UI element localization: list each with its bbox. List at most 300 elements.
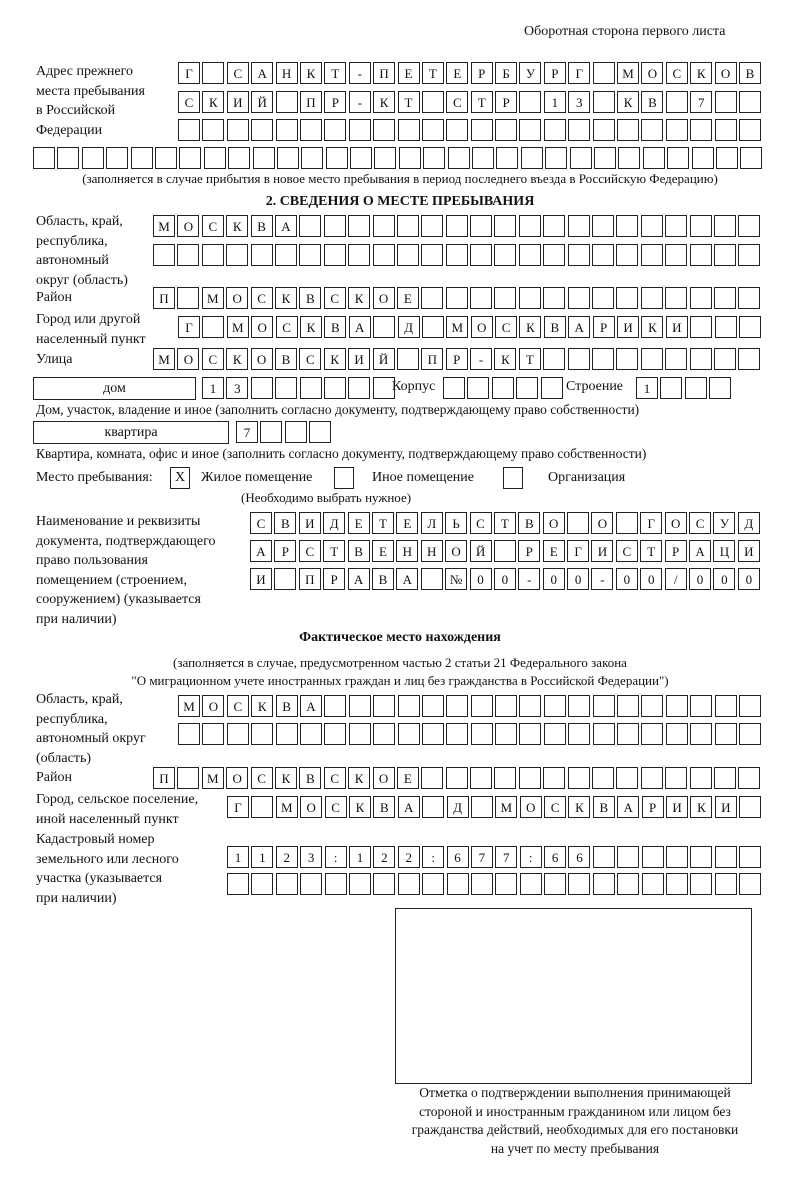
char-cell[interactable] bbox=[446, 215, 468, 237]
char-cell[interactable]: № bbox=[445, 568, 467, 590]
char-cell[interactable] bbox=[690, 695, 712, 717]
char-cell[interactable] bbox=[446, 695, 468, 717]
char-cell[interactable] bbox=[82, 147, 104, 169]
char-cell[interactable]: 6 bbox=[568, 846, 590, 868]
char-cell[interactable] bbox=[617, 873, 639, 895]
char-cell[interactable]: А bbox=[617, 796, 639, 818]
char-cell[interactable] bbox=[616, 512, 638, 534]
region-row-2[interactable] bbox=[153, 244, 763, 266]
char-cell[interactable]: С bbox=[251, 767, 273, 789]
char-cell[interactable]: К bbox=[349, 796, 371, 818]
char-cell[interactable] bbox=[202, 119, 224, 141]
char-cell[interactable] bbox=[467, 377, 489, 399]
char-cell[interactable] bbox=[131, 147, 153, 169]
char-cell[interactable] bbox=[348, 244, 370, 266]
char-cell[interactable]: В bbox=[373, 796, 395, 818]
char-cell[interactable] bbox=[690, 873, 712, 895]
char-cell[interactable]: В bbox=[274, 512, 296, 534]
char-cell[interactable] bbox=[641, 215, 663, 237]
char-cell[interactable]: Р bbox=[665, 540, 687, 562]
char-cell[interactable]: Р bbox=[323, 568, 345, 590]
char-cell[interactable] bbox=[641, 723, 663, 745]
char-cell[interactable] bbox=[422, 119, 444, 141]
char-cell[interactable]: Е bbox=[543, 540, 565, 562]
char-cell[interactable]: 0 bbox=[689, 568, 711, 590]
char-cell[interactable] bbox=[738, 215, 760, 237]
region-row-1[interactable] bbox=[153, 215, 763, 237]
char-cell[interactable]: В bbox=[372, 568, 394, 590]
char-cell[interactable] bbox=[666, 695, 688, 717]
char-cell[interactable]: С bbox=[251, 287, 273, 309]
char-cell[interactable]: Г bbox=[640, 512, 662, 534]
char-cell[interactable] bbox=[494, 540, 516, 562]
char-cell[interactable] bbox=[642, 846, 664, 868]
char-cell[interactable]: 3 bbox=[300, 846, 322, 868]
char-cell[interactable] bbox=[373, 873, 395, 895]
char-cell[interactable]: 0 bbox=[567, 568, 589, 590]
char-cell[interactable]: О bbox=[715, 62, 737, 84]
char-cell[interactable] bbox=[666, 873, 688, 895]
char-cell[interactable] bbox=[422, 695, 444, 717]
char-cell[interactable] bbox=[593, 62, 615, 84]
char-cell[interactable]: О bbox=[641, 62, 663, 84]
char-cell[interactable] bbox=[496, 147, 518, 169]
char-cell[interactable]: С bbox=[227, 62, 249, 84]
char-cell[interactable] bbox=[446, 119, 468, 141]
char-cell[interactable] bbox=[616, 244, 638, 266]
char-cell[interactable] bbox=[494, 244, 516, 266]
char-cell[interactable]: К bbox=[519, 316, 541, 338]
char-cell[interactable]: О bbox=[177, 348, 199, 370]
char-cell[interactable] bbox=[568, 287, 590, 309]
char-cell[interactable] bbox=[472, 147, 494, 169]
char-cell[interactable]: Р bbox=[471, 62, 493, 84]
char-cell[interactable]: 3 bbox=[568, 91, 590, 113]
char-cell[interactable] bbox=[300, 723, 322, 745]
char-cell[interactable] bbox=[446, 723, 468, 745]
char-cell[interactable]: - bbox=[349, 62, 371, 84]
char-cell[interactable]: К bbox=[348, 287, 370, 309]
char-cell[interactable] bbox=[443, 377, 465, 399]
char-cell[interactable] bbox=[665, 287, 687, 309]
char-cell[interactable] bbox=[251, 796, 273, 818]
char-cell[interactable] bbox=[446, 767, 468, 789]
char-cell[interactable]: 2 bbox=[276, 846, 298, 868]
char-cell[interactable]: П bbox=[299, 568, 321, 590]
char-cell[interactable]: 0 bbox=[738, 568, 760, 590]
char-cell[interactable] bbox=[570, 147, 592, 169]
char-cell[interactable]: 0 bbox=[640, 568, 662, 590]
char-cell[interactable]: С bbox=[324, 767, 346, 789]
char-cell[interactable]: Е bbox=[397, 767, 419, 789]
char-cell[interactable] bbox=[398, 119, 420, 141]
char-cell[interactable] bbox=[421, 568, 443, 590]
char-cell[interactable]: Р bbox=[495, 91, 517, 113]
char-cell[interactable] bbox=[422, 91, 444, 113]
char-cell[interactable]: Д bbox=[398, 316, 420, 338]
char-cell[interactable] bbox=[519, 287, 541, 309]
char-cell[interactable]: Т bbox=[422, 62, 444, 84]
char-cell[interactable] bbox=[471, 119, 493, 141]
document-row-3[interactable] bbox=[250, 568, 762, 590]
char-cell[interactable]: Е bbox=[397, 287, 419, 309]
char-cell[interactable] bbox=[592, 244, 614, 266]
char-cell[interactable] bbox=[516, 377, 538, 399]
char-cell[interactable] bbox=[617, 119, 639, 141]
cadastre-row-1[interactable] bbox=[227, 846, 764, 868]
char-cell[interactable] bbox=[494, 287, 516, 309]
char-cell[interactable] bbox=[593, 873, 615, 895]
char-cell[interactable]: В bbox=[324, 316, 346, 338]
char-cell[interactable] bbox=[690, 846, 712, 868]
char-cell[interactable]: О bbox=[373, 287, 395, 309]
char-cell[interactable] bbox=[616, 348, 638, 370]
char-cell[interactable]: С bbox=[324, 287, 346, 309]
char-cell[interactable]: Е bbox=[396, 512, 418, 534]
apt-number-row[interactable] bbox=[236, 421, 334, 443]
char-cell[interactable] bbox=[251, 244, 273, 266]
char-cell[interactable] bbox=[568, 215, 590, 237]
prev-address-row-3[interactable] bbox=[178, 119, 763, 141]
char-cell[interactable]: А bbox=[398, 796, 420, 818]
char-cell[interactable]: О bbox=[251, 348, 273, 370]
char-cell[interactable] bbox=[641, 767, 663, 789]
char-cell[interactable]: 6 bbox=[447, 846, 469, 868]
char-cell[interactable]: 0 bbox=[713, 568, 735, 590]
char-cell[interactable] bbox=[251, 873, 273, 895]
char-cell[interactable]: М bbox=[276, 796, 298, 818]
char-cell[interactable]: Т bbox=[640, 540, 662, 562]
char-cell[interactable] bbox=[568, 873, 590, 895]
char-cell[interactable] bbox=[714, 215, 736, 237]
char-cell[interactable] bbox=[421, 767, 443, 789]
char-cell[interactable]: С bbox=[299, 540, 321, 562]
prev-address-row-4[interactable] bbox=[33, 147, 765, 169]
char-cell[interactable] bbox=[690, 316, 712, 338]
char-cell[interactable]: 1 bbox=[544, 91, 566, 113]
char-cell[interactable]: В bbox=[348, 540, 370, 562]
char-cell[interactable] bbox=[715, 723, 737, 745]
char-cell[interactable] bbox=[617, 723, 639, 745]
char-cell[interactable] bbox=[324, 723, 346, 745]
char-cell[interactable]: К bbox=[202, 91, 224, 113]
char-cell[interactable]: А bbox=[275, 215, 297, 237]
char-cell[interactable] bbox=[276, 873, 298, 895]
char-cell[interactable] bbox=[641, 348, 663, 370]
char-cell[interactable]: 7 bbox=[236, 421, 258, 443]
char-cell[interactable] bbox=[349, 723, 371, 745]
char-cell[interactable] bbox=[592, 287, 614, 309]
char-cell[interactable] bbox=[690, 287, 712, 309]
char-cell[interactable] bbox=[397, 215, 419, 237]
char-cell[interactable]: О bbox=[665, 512, 687, 534]
char-cell[interactable]: Р bbox=[518, 540, 540, 562]
char-cell[interactable]: 6 bbox=[544, 846, 566, 868]
char-cell[interactable]: О bbox=[591, 512, 613, 534]
char-cell[interactable]: К bbox=[690, 62, 712, 84]
char-cell[interactable] bbox=[348, 377, 370, 399]
char-cell[interactable] bbox=[348, 215, 370, 237]
char-cell[interactable] bbox=[299, 215, 321, 237]
char-cell[interactable] bbox=[494, 215, 516, 237]
char-cell[interactable]: К bbox=[300, 62, 322, 84]
char-cell[interactable] bbox=[177, 767, 199, 789]
char-cell[interactable] bbox=[519, 244, 541, 266]
char-cell[interactable] bbox=[373, 723, 395, 745]
char-cell[interactable]: И bbox=[666, 316, 688, 338]
char-cell[interactable] bbox=[202, 316, 224, 338]
char-cell[interactable] bbox=[519, 723, 541, 745]
char-cell[interactable]: Е bbox=[398, 62, 420, 84]
char-cell[interactable] bbox=[715, 119, 737, 141]
char-cell[interactable]: О bbox=[543, 512, 565, 534]
char-cell[interactable]: 0 bbox=[543, 568, 565, 590]
char-cell[interactable]: Л bbox=[421, 512, 443, 534]
char-cell[interactable] bbox=[544, 723, 566, 745]
char-cell[interactable]: 2 bbox=[398, 846, 420, 868]
char-cell[interactable]: С bbox=[276, 316, 298, 338]
char-cell[interactable]: А bbox=[300, 695, 322, 717]
char-cell[interactable] bbox=[665, 244, 687, 266]
char-cell[interactable] bbox=[324, 119, 346, 141]
char-cell[interactable]: К bbox=[275, 767, 297, 789]
char-cell[interactable] bbox=[519, 119, 541, 141]
char-cell[interactable] bbox=[594, 147, 616, 169]
char-cell[interactable] bbox=[373, 695, 395, 717]
char-cell[interactable]: А bbox=[250, 540, 272, 562]
char-cell[interactable]: Ц bbox=[713, 540, 735, 562]
char-cell[interactable] bbox=[739, 846, 761, 868]
char-cell[interactable] bbox=[301, 147, 323, 169]
char-cell[interactable] bbox=[155, 147, 177, 169]
char-cell[interactable]: Т bbox=[323, 540, 345, 562]
char-cell[interactable] bbox=[541, 377, 563, 399]
char-cell[interactable] bbox=[519, 767, 541, 789]
char-cell[interactable] bbox=[692, 147, 714, 169]
char-cell[interactable]: В bbox=[518, 512, 540, 534]
char-cell[interactable]: 1 bbox=[636, 377, 658, 399]
char-cell[interactable]: 1 bbox=[227, 846, 249, 868]
char-cell[interactable] bbox=[274, 568, 296, 590]
char-cell[interactable] bbox=[251, 377, 273, 399]
char-cell[interactable]: А bbox=[689, 540, 711, 562]
char-cell[interactable] bbox=[665, 215, 687, 237]
char-cell[interactable]: Т bbox=[372, 512, 394, 534]
char-cell[interactable]: П bbox=[153, 767, 175, 789]
char-cell[interactable] bbox=[739, 316, 761, 338]
char-cell[interactable]: 7 bbox=[690, 91, 712, 113]
char-cell[interactable] bbox=[519, 91, 541, 113]
char-cell[interactable]: Р bbox=[642, 796, 664, 818]
char-cell[interactable] bbox=[33, 147, 55, 169]
char-cell[interactable]: Р bbox=[593, 316, 615, 338]
char-cell[interactable] bbox=[349, 119, 371, 141]
char-cell[interactable] bbox=[739, 723, 761, 745]
char-cell[interactable]: К bbox=[300, 316, 322, 338]
char-cell[interactable]: А bbox=[396, 568, 418, 590]
char-cell[interactable] bbox=[593, 91, 615, 113]
char-cell[interactable] bbox=[398, 695, 420, 717]
char-cell[interactable] bbox=[690, 348, 712, 370]
char-cell[interactable]: Д bbox=[323, 512, 345, 534]
char-cell[interactable]: О bbox=[177, 215, 199, 237]
char-cell[interactable] bbox=[153, 244, 175, 266]
char-cell[interactable] bbox=[470, 287, 492, 309]
char-cell[interactable] bbox=[397, 244, 419, 266]
char-cell[interactable]: К bbox=[226, 215, 248, 237]
char-cell[interactable] bbox=[325, 873, 347, 895]
char-cell[interactable] bbox=[716, 147, 738, 169]
char-cell[interactable] bbox=[543, 348, 565, 370]
char-cell[interactable]: М bbox=[178, 695, 200, 717]
city-row[interactable] bbox=[178, 316, 763, 338]
document-row-1[interactable] bbox=[250, 512, 762, 534]
char-cell[interactable] bbox=[641, 695, 663, 717]
char-cell[interactable]: С bbox=[227, 695, 249, 717]
char-cell[interactable]: Г bbox=[227, 796, 249, 818]
char-cell[interactable]: К bbox=[348, 767, 370, 789]
char-cell[interactable]: Р bbox=[544, 62, 566, 84]
char-cell[interactable]: Г bbox=[178, 62, 200, 84]
actual-region-row-2[interactable] bbox=[178, 723, 763, 745]
district-row[interactable] bbox=[153, 287, 763, 309]
char-cell[interactable] bbox=[422, 316, 444, 338]
char-cell[interactable]: И bbox=[591, 540, 613, 562]
char-cell[interactable]: О bbox=[445, 540, 467, 562]
char-cell[interactable] bbox=[179, 147, 201, 169]
char-cell[interactable] bbox=[543, 244, 565, 266]
char-cell[interactable] bbox=[715, 695, 737, 717]
char-cell[interactable] bbox=[202, 62, 224, 84]
char-cell[interactable] bbox=[690, 215, 712, 237]
char-cell[interactable] bbox=[592, 348, 614, 370]
char-cell[interactable]: Г bbox=[567, 540, 589, 562]
char-cell[interactable] bbox=[617, 695, 639, 717]
building-row[interactable] bbox=[636, 377, 734, 399]
char-cell[interactable]: О bbox=[520, 796, 542, 818]
char-cell[interactable]: О bbox=[226, 767, 248, 789]
char-cell[interactable]: М bbox=[153, 215, 175, 237]
char-cell[interactable] bbox=[422, 796, 444, 818]
char-cell[interactable] bbox=[520, 873, 542, 895]
char-cell[interactable] bbox=[642, 873, 664, 895]
char-cell[interactable]: 7 bbox=[471, 846, 493, 868]
char-cell[interactable]: М bbox=[617, 62, 639, 84]
char-cell[interactable] bbox=[690, 119, 712, 141]
char-cell[interactable]: С bbox=[202, 348, 224, 370]
char-cell[interactable]: В bbox=[275, 348, 297, 370]
char-cell[interactable]: Т bbox=[471, 91, 493, 113]
char-cell[interactable] bbox=[349, 873, 371, 895]
char-cell[interactable]: И bbox=[738, 540, 760, 562]
char-cell[interactable]: 1 bbox=[202, 377, 224, 399]
char-cell[interactable]: Т bbox=[398, 91, 420, 113]
char-cell[interactable]: - bbox=[470, 348, 492, 370]
char-cell[interactable] bbox=[666, 119, 688, 141]
char-cell[interactable]: И bbox=[250, 568, 272, 590]
char-cell[interactable] bbox=[715, 846, 737, 868]
char-cell[interactable]: : bbox=[422, 846, 444, 868]
char-cell[interactable] bbox=[397, 348, 419, 370]
char-cell[interactable]: М bbox=[202, 767, 224, 789]
char-cell[interactable] bbox=[421, 287, 443, 309]
char-cell[interactable] bbox=[227, 873, 249, 895]
char-cell[interactable]: Т bbox=[519, 348, 541, 370]
char-cell[interactable]: В bbox=[739, 62, 761, 84]
char-cell[interactable] bbox=[666, 723, 688, 745]
char-cell[interactable] bbox=[665, 348, 687, 370]
char-cell[interactable] bbox=[177, 244, 199, 266]
document-row-2[interactable] bbox=[250, 540, 762, 562]
char-cell[interactable]: : bbox=[520, 846, 542, 868]
char-cell[interactable] bbox=[422, 873, 444, 895]
char-cell[interactable] bbox=[715, 316, 737, 338]
char-cell[interactable]: Г bbox=[568, 62, 590, 84]
char-cell[interactable] bbox=[471, 873, 493, 895]
char-cell[interactable] bbox=[568, 119, 590, 141]
char-cell[interactable] bbox=[690, 244, 712, 266]
char-cell[interactable] bbox=[448, 147, 470, 169]
char-cell[interactable]: У bbox=[713, 512, 735, 534]
char-cell[interactable]: С bbox=[470, 512, 492, 534]
char-cell[interactable] bbox=[739, 91, 761, 113]
char-cell[interactable]: Н bbox=[421, 540, 443, 562]
char-cell[interactable]: С bbox=[202, 215, 224, 237]
char-cell[interactable]: И bbox=[348, 348, 370, 370]
char-cell[interactable] bbox=[641, 287, 663, 309]
char-cell[interactable]: Т bbox=[494, 512, 516, 534]
char-cell[interactable] bbox=[593, 846, 615, 868]
char-cell[interactable] bbox=[227, 119, 249, 141]
char-cell[interactable] bbox=[447, 873, 469, 895]
char-cell[interactable] bbox=[618, 147, 640, 169]
char-cell[interactable] bbox=[494, 767, 516, 789]
char-cell[interactable]: Е bbox=[372, 540, 394, 562]
char-cell[interactable]: С bbox=[446, 91, 468, 113]
char-cell[interactable] bbox=[521, 147, 543, 169]
char-cell[interactable]: М bbox=[495, 796, 517, 818]
char-cell[interactable]: Д bbox=[738, 512, 760, 534]
char-cell[interactable] bbox=[227, 723, 249, 745]
char-cell[interactable]: К bbox=[373, 91, 395, 113]
char-cell[interactable] bbox=[568, 348, 590, 370]
char-cell[interactable] bbox=[471, 723, 493, 745]
char-cell[interactable] bbox=[373, 316, 395, 338]
char-cell[interactable] bbox=[568, 695, 590, 717]
char-cell[interactable]: И bbox=[617, 316, 639, 338]
char-cell[interactable] bbox=[251, 723, 273, 745]
char-cell[interactable] bbox=[421, 244, 443, 266]
actual-region-row-1[interactable] bbox=[178, 695, 763, 717]
house-number-row[interactable] bbox=[202, 377, 397, 399]
char-cell[interactable] bbox=[421, 215, 443, 237]
char-cell[interactable]: И bbox=[666, 796, 688, 818]
char-cell[interactable]: С bbox=[299, 348, 321, 370]
char-cell[interactable] bbox=[422, 723, 444, 745]
char-cell[interactable]: - bbox=[349, 91, 371, 113]
char-cell[interactable] bbox=[399, 147, 421, 169]
char-cell[interactable] bbox=[616, 287, 638, 309]
char-cell[interactable] bbox=[470, 767, 492, 789]
char-cell[interactable]: Р bbox=[446, 348, 468, 370]
char-cell[interactable]: П bbox=[421, 348, 443, 370]
char-cell[interactable] bbox=[495, 873, 517, 895]
char-cell[interactable] bbox=[57, 147, 79, 169]
char-cell[interactable]: 2 bbox=[373, 846, 395, 868]
char-cell[interactable]: В bbox=[641, 91, 663, 113]
char-cell[interactable]: Н bbox=[396, 540, 418, 562]
char-cell[interactable]: М bbox=[153, 348, 175, 370]
